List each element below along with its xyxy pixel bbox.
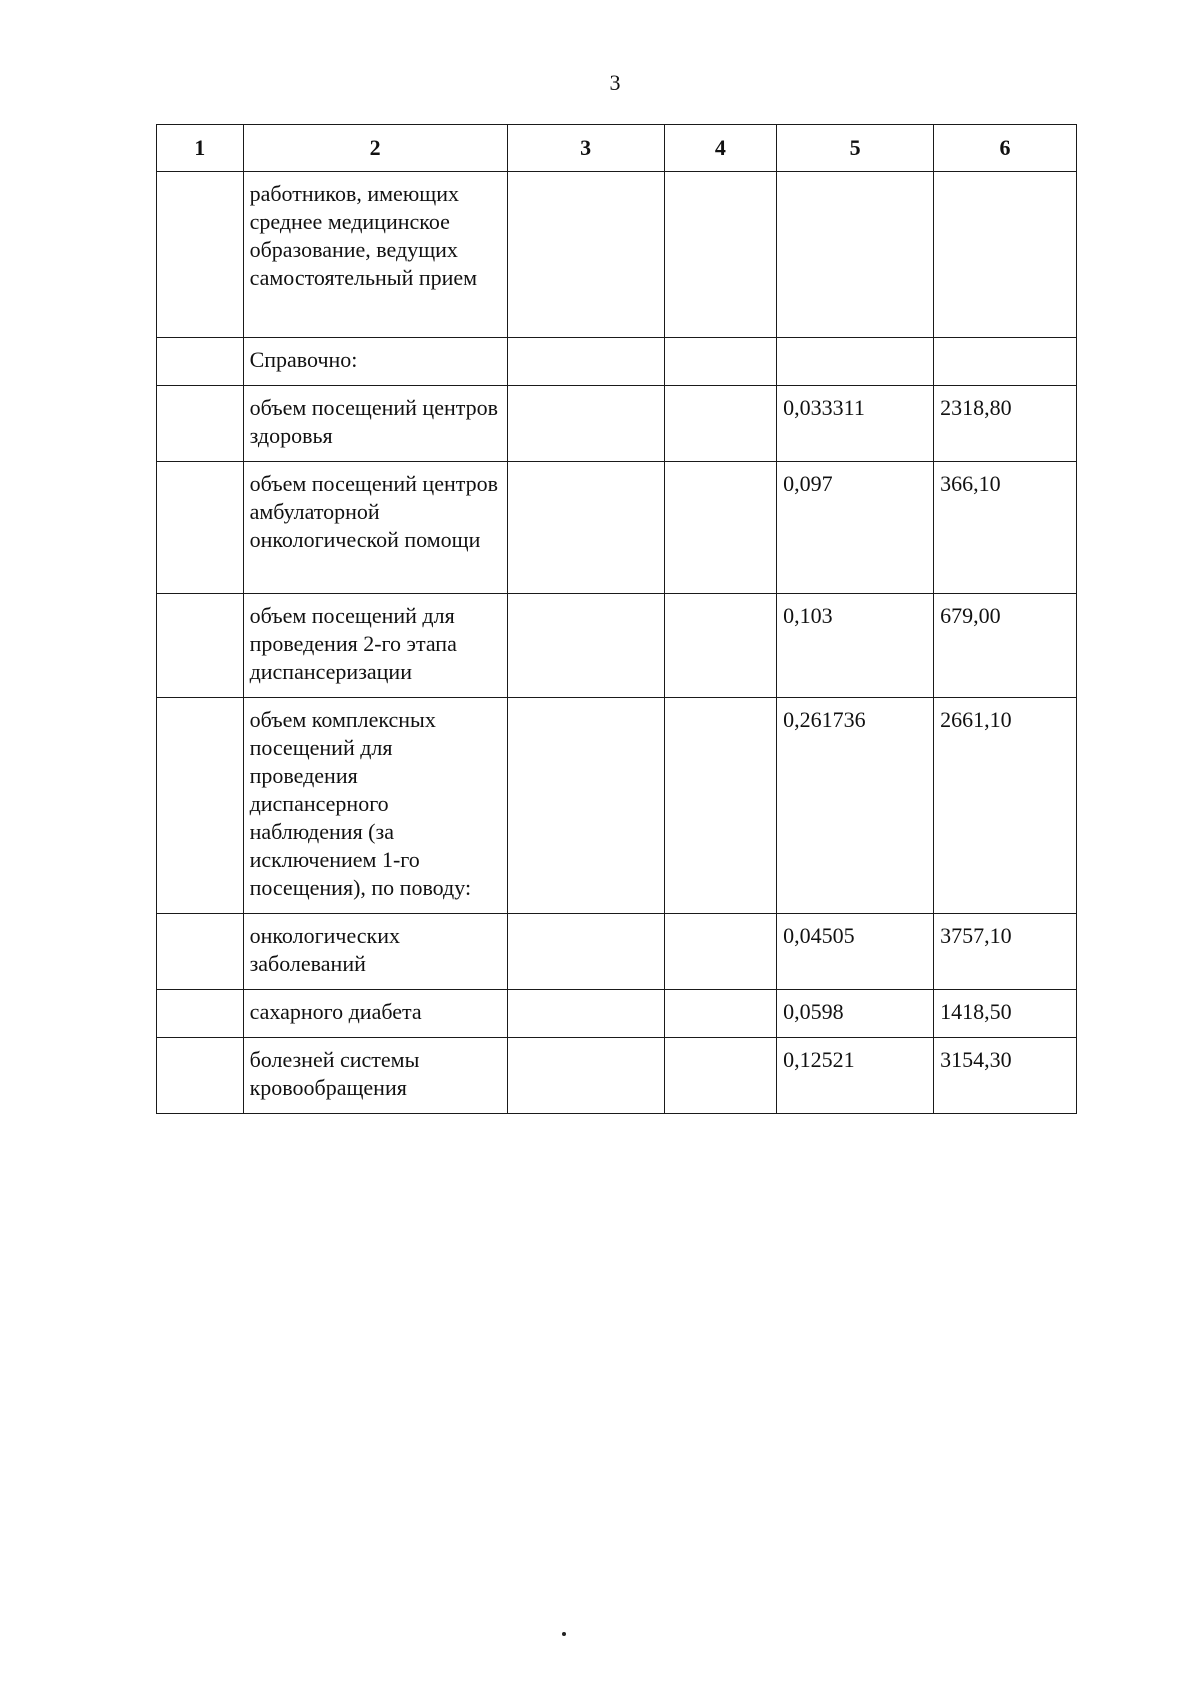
table-cell: 366,10 [934, 462, 1077, 594]
table-cell [157, 172, 244, 338]
table-cell [157, 594, 244, 698]
table-cell [507, 990, 664, 1038]
table-cell: 679,00 [934, 594, 1077, 698]
table-cell: объем посещений центров здоровья [243, 386, 507, 462]
table-row [157, 462, 1077, 594]
table-row [157, 698, 1077, 914]
table-cell: работников, имеющих среднее медицинское образование, ведущих самостоятельный прием [243, 172, 507, 338]
table-cell: 3757,10 [934, 914, 1077, 990]
table-row [157, 914, 1077, 990]
table-cell: 3154,30 [934, 1038, 1077, 1114]
table-cell: 0,103 [777, 594, 934, 698]
table-cell [507, 462, 664, 594]
table-cell [664, 1038, 777, 1114]
table-cell [507, 386, 664, 462]
table-cell [777, 338, 934, 386]
stray-dot [562, 1632, 566, 1636]
table-cell: объем посещений для проведения 2-го этапа диспансеризации [243, 594, 507, 698]
table-cell: онкологических заболеваний [243, 914, 507, 990]
table-cell: Справочно: [243, 338, 507, 386]
table-cell [157, 462, 244, 594]
table-cell: объем посещений центров амбулаторной онкологической помощи [243, 462, 507, 594]
table-cell [664, 990, 777, 1038]
column-header: 4 [664, 125, 777, 172]
table-cell [507, 1038, 664, 1114]
column-header: 1 [157, 125, 244, 172]
table-cell: 1418,50 [934, 990, 1077, 1038]
table-cell: 0,261736 [777, 698, 934, 914]
table-row [157, 990, 1077, 1038]
table-cell: 0,04505 [777, 914, 934, 990]
column-header: 5 [777, 125, 934, 172]
table-cell [664, 172, 777, 338]
table-cell: 0,12521 [777, 1038, 934, 1114]
table-cell [157, 1038, 244, 1114]
table-cell [664, 462, 777, 594]
table-cell [664, 698, 777, 914]
column-header: 2 [243, 125, 507, 172]
table-cell [507, 914, 664, 990]
table-cell [507, 338, 664, 386]
table-cell [664, 594, 777, 698]
table-cell [507, 594, 664, 698]
table-cell [507, 698, 664, 914]
table-cell: объем комплексных посещений для проведения диспансерного наблюдения (за исключением 1-го посещения), по поводу: [243, 698, 507, 914]
table-cell [777, 172, 934, 338]
table-row [157, 1038, 1077, 1114]
data-table [156, 124, 1077, 1114]
table-row [157, 338, 1077, 386]
table-row [157, 594, 1077, 698]
table-cell [157, 914, 244, 990]
table-cell [664, 386, 777, 462]
table-row [157, 172, 1077, 338]
page-number: 3 [609, 70, 621, 95]
table-cell [934, 338, 1077, 386]
column-header: 3 [507, 125, 664, 172]
table-cell: 0,097 [777, 462, 934, 594]
table-cell [157, 990, 244, 1038]
table-cell [664, 914, 777, 990]
table-cell [157, 386, 244, 462]
table-cell [507, 172, 664, 338]
table-cell: 2661,10 [934, 698, 1077, 914]
table-cell: болезней системы кровообращения [243, 1038, 507, 1114]
table-cell: сахарного диабета [243, 990, 507, 1038]
table-cell: 0,033311 [777, 386, 934, 462]
table-cell: 2318,80 [934, 386, 1077, 462]
table-cell [934, 172, 1077, 338]
table-header-row [157, 125, 1077, 172]
table-cell [157, 698, 244, 914]
table-cell [664, 338, 777, 386]
table-row [157, 386, 1077, 462]
table-cell [157, 338, 244, 386]
column-header: 6 [934, 125, 1077, 172]
table-cell: 0,0598 [777, 990, 934, 1038]
